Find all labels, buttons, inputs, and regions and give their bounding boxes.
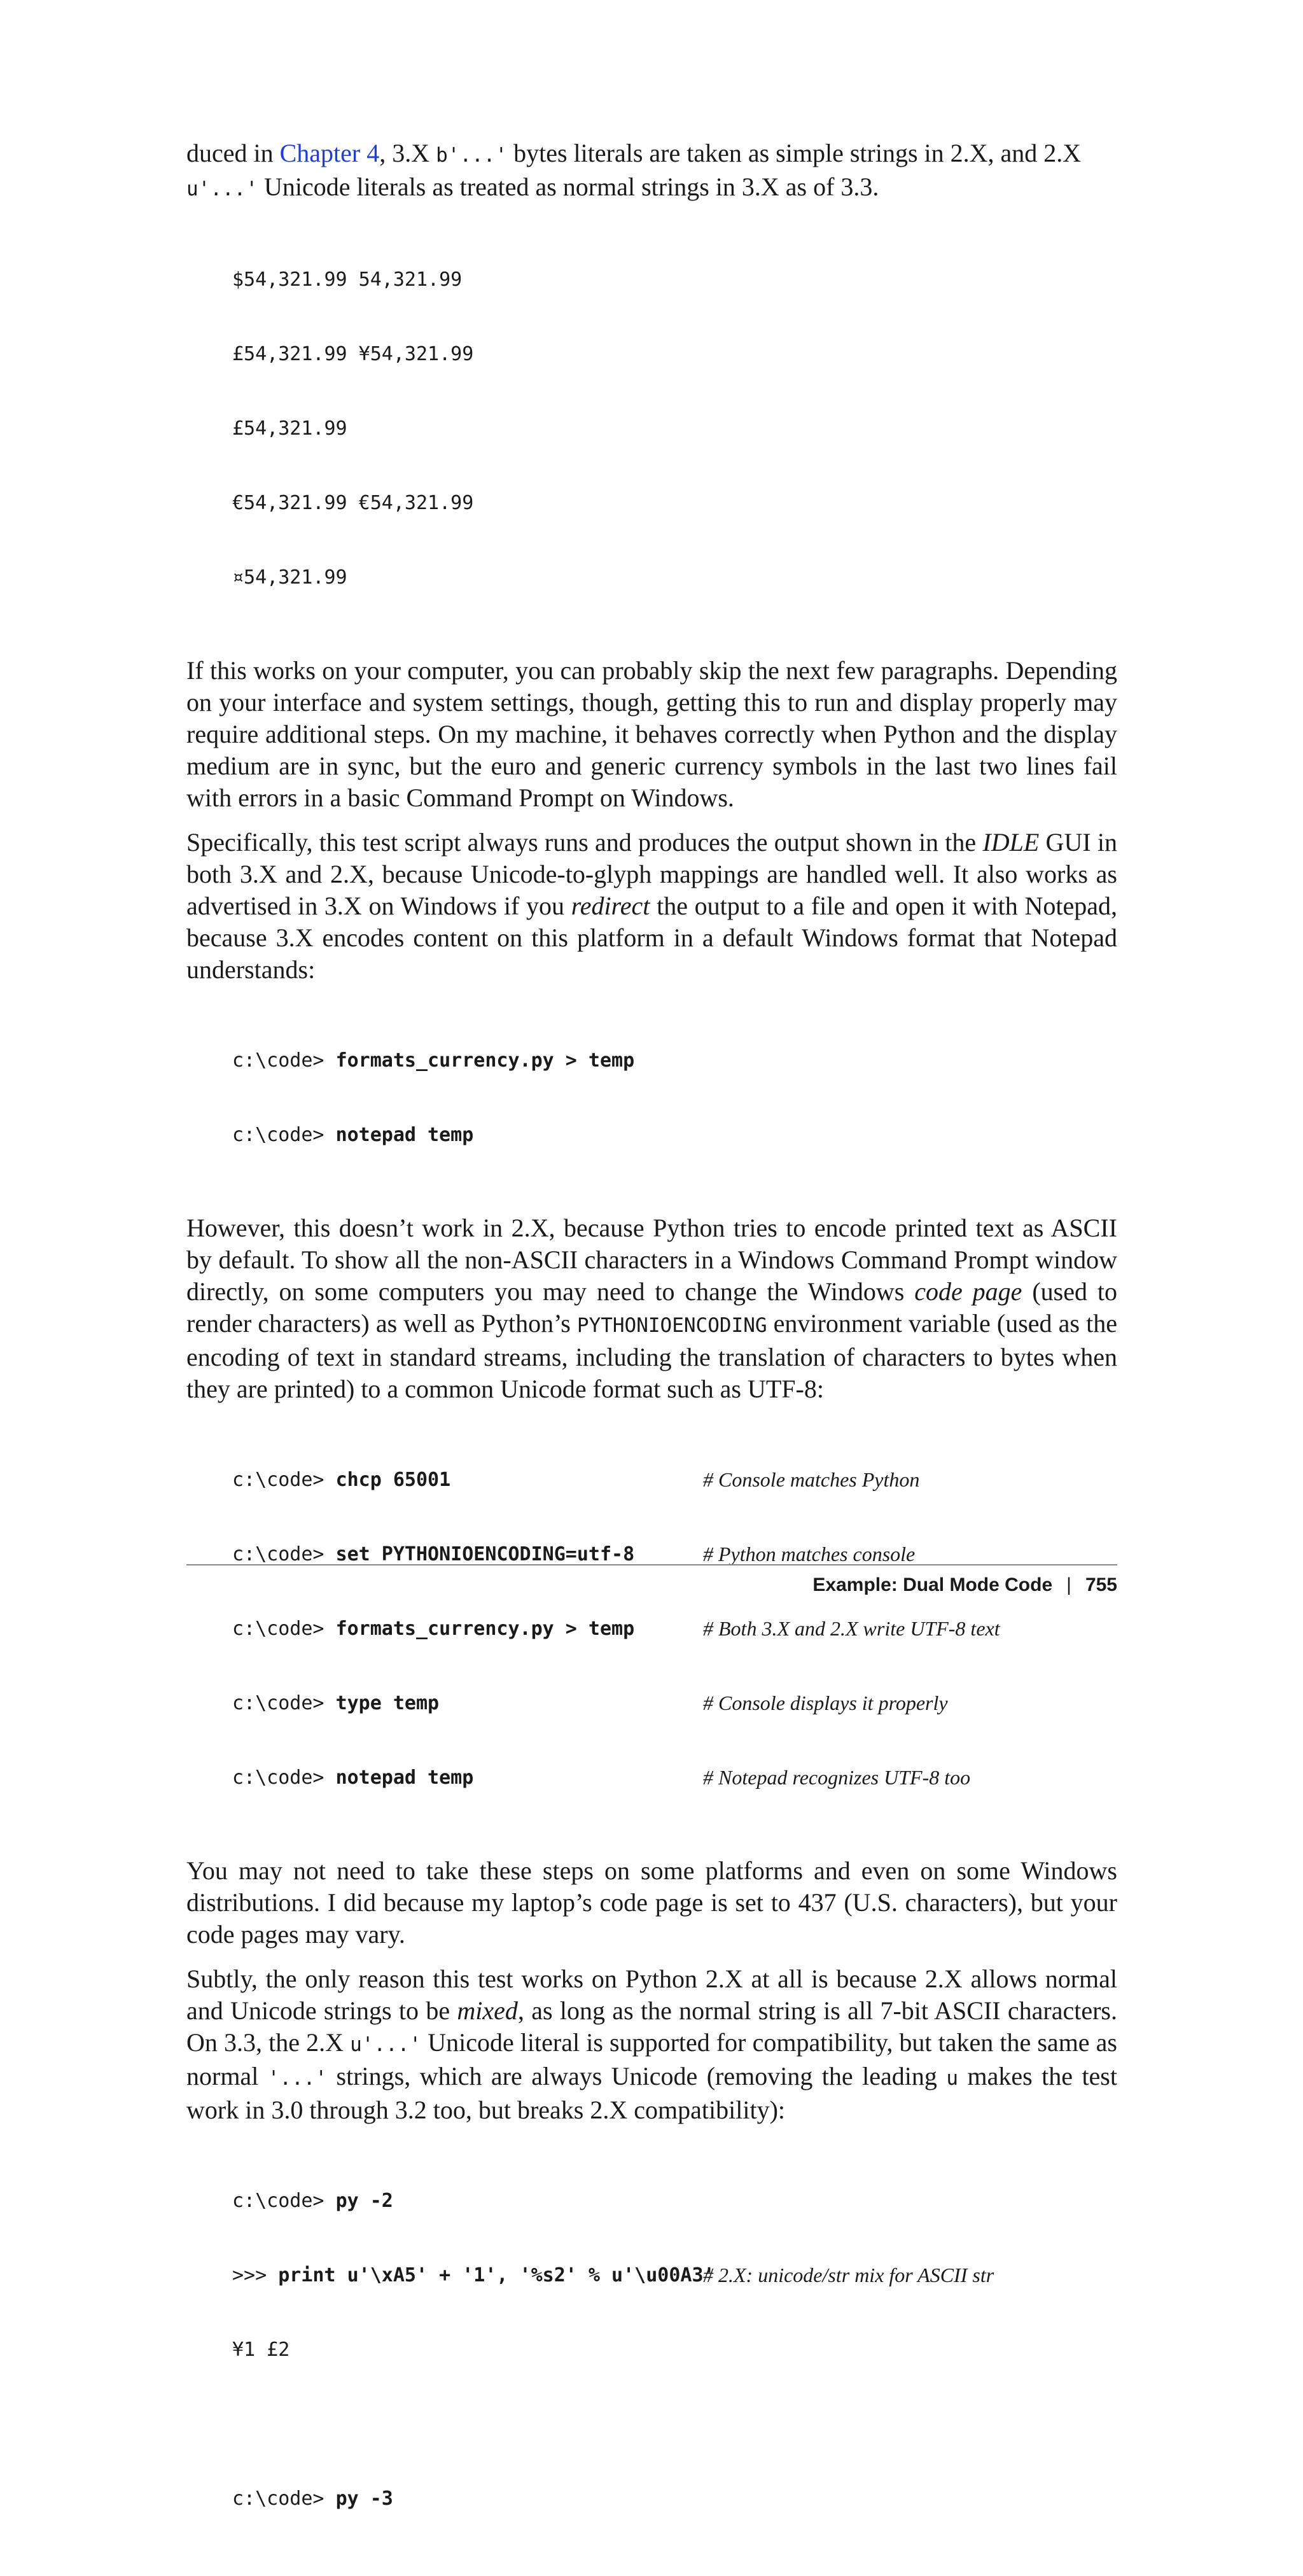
command: notepad temp: [335, 1124, 474, 1146]
prompt: c:\code>: [232, 2190, 336, 2212]
page-footer: [812, 1574, 1117, 1596]
code-line: £54,321.99 ¥54,321.99: [232, 343, 474, 365]
text: Unicode literal is supported for compatibility, but taken the same as normal: [186, 2028, 1117, 2090]
text: Specifically, this test script always runs and produces the output shown in the: [186, 828, 983, 857]
prompt: c:\code>: [232, 2488, 336, 2510]
inline-code: PYTHONIOENCODING: [576, 1314, 767, 1337]
code-block-console: [232, 1418, 1117, 1840]
paragraph-5: You may not need to take these steps on some platforms and even on some Windows distributions. I did because my laptop’s code page is set to 437 (U.S. characters), but your code pages may vary.: [186, 1856, 1117, 1949]
code-line: [232, 2188, 1117, 2213]
code-line: [232, 1765, 1117, 1790]
page-content: [186, 137, 1117, 2576]
prompt: c:\code>: [232, 1124, 336, 1146]
footer-separator: |: [1066, 1574, 1071, 1595]
emphasis: redirect: [571, 892, 650, 920]
code-comment: # Console matches Python: [703, 1468, 920, 1491]
code-comment: # 2.X: unicode/str mix for ASCII str: [703, 2264, 994, 2286]
chapter-link[interactable]: Chapter 4: [279, 139, 380, 167]
inline-code: u'...': [350, 2033, 422, 2056]
prompt: c:\code>: [232, 1767, 336, 1789]
code-line: [232, 1123, 1117, 1147]
text: However, this doesn’t work in 2.X, because Python tries to encode printed text as ASCII by default. To show all the non-ASCII characters in a Windows Command Prompt window directly, on some computers you may need to change the Windows: [186, 1214, 1117, 1306]
footer-rule: [186, 1564, 1117, 1565]
text: strings, which are always Unicode (removing the leading: [327, 2062, 947, 2090]
text: , as long as the normal string is all 7-bit ASCII characters. On 3.3, the 2.X: [186, 1996, 1118, 2057]
prompt: c:\code>: [232, 1618, 336, 1640]
emphasis: code page: [914, 1277, 1022, 1306]
text: Unicode literals as treated as normal strings in 3.X as of 3.3.: [257, 172, 879, 201]
emphasis: mixed: [457, 1996, 518, 2025]
text: duced in: [186, 139, 280, 167]
text: , 3.X: [379, 139, 436, 167]
command: formats_currency.py > temp: [335, 1618, 635, 1640]
command: py -3: [335, 2488, 393, 2510]
paragraph-2: If this works on your computer, you can probably skip the next few paragraphs. Depending on your interface and system settings, though, getting this to run and display properly may require additional steps. On my machine, it behaves correctly when Python and the display medium are in sync, but the euro and generic currency symbols in the last two lines fail with errors in a basic Command Prompt on Windows.: [186, 656, 1117, 812]
code-comment: # Python matches console: [703, 1543, 916, 1565]
code-line: [232, 1691, 1117, 1716]
code-comment: # Both 3.X and 2.X write UTF-8 text: [703, 1617, 1000, 1640]
text: GUI in both 3.X and 2.X, because Unicode-to-glyph mappings are handled well. It also works as advertised in 3.X on Windows if you: [186, 828, 1118, 920]
inline-code: u: [946, 2067, 958, 2090]
inline-code: '...': [267, 2067, 328, 2090]
text: bytes literals are taken as simple strings in 2.X, and 2.X: [507, 139, 1082, 167]
paragraph-3: [186, 827, 1117, 986]
command: set PYTHONIOENCODING=utf-8: [335, 1543, 635, 1565]
emphasis: IDLE: [982, 828, 1040, 857]
inline-code: b'...': [436, 144, 508, 167]
text: environment variable (used as the encoding of text in standard streams, including the translation of characters to bytes when they are printed) to a common Unicode format such as UTF-8:: [186, 1309, 1117, 1403]
text: Subtly, the only reason this test works on Python 2.X at all is because 2.X allows normal and Unicode strings to be: [186, 1964, 1117, 2025]
command: formats_currency.py > temp: [335, 1049, 635, 1072]
code-line: [232, 1467, 1117, 1492]
inline-code: u'...': [186, 178, 258, 200]
text: (used to render characters) as well as Python’s: [186, 1277, 1117, 1338]
code-line: [232, 2263, 1117, 2288]
code-block-output: [232, 218, 1117, 640]
code-comment: # Console displays it properly: [703, 1691, 948, 1714]
code-comment: # Notepad recognizes UTF-8 too: [703, 1766, 971, 1789]
code-line-blank: [232, 2412, 1117, 2437]
running-footer-title: Example: Dual Mode Code: [812, 1574, 1053, 1595]
page-number: 755: [1085, 1574, 1117, 1595]
text: makes the test work in 3.0 through 3.2 too, but breaks 2.X compatibility):: [186, 2062, 1117, 2124]
prompt: >>>: [232, 2264, 279, 2286]
command: type temp: [335, 1692, 440, 1714]
prompt: c:\code>: [232, 1469, 336, 1491]
code-block-redirect: [232, 998, 1117, 1197]
code-line: [232, 2486, 1117, 2511]
prompt: c:\code>: [232, 1049, 336, 1072]
code-block-py2-py3: [232, 2139, 1117, 2561]
code-line: [232, 1542, 1117, 1567]
code-line: $54,321.99 54,321.99: [232, 269, 463, 291]
code-line: ¥1 £2: [232, 2339, 290, 2361]
paragraph-6: [186, 1963, 1117, 2126]
command: py -2: [335, 2190, 393, 2212]
code-line: [232, 1616, 1117, 1641]
prompt: c:\code>: [232, 1543, 336, 1565]
code-line: £54,321.99: [232, 417, 347, 440]
paragraph-4: [186, 1212, 1117, 1405]
command: chcp 65001: [335, 1469, 451, 1491]
text: the output to a file and open it with Notepad, because 3.X encodes content on this platform in a default Windows format that Notepad understands:: [186, 892, 1117, 984]
code-line: [232, 1048, 1117, 1073]
code-line: €54,321.99 €54,321.99: [232, 492, 474, 514]
command: notepad temp: [335, 1767, 474, 1789]
code-line: ¤54,321.99: [232, 566, 347, 589]
command: print u'\xA5' + '1', '%s2' % u'\u00A3': [278, 2264, 715, 2286]
prompt: c:\code>: [232, 1692, 336, 1714]
paragraph-1: [186, 137, 1117, 205]
